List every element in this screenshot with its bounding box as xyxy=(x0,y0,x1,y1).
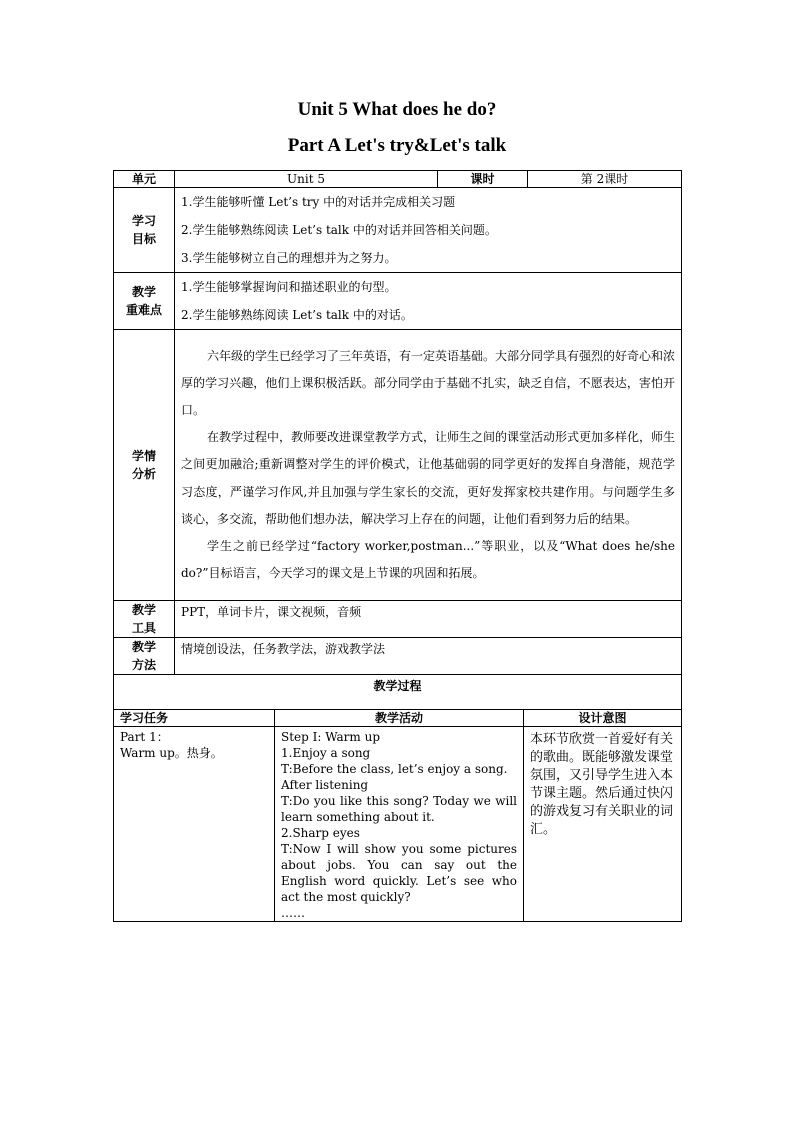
activity-line: T:Before the class, let’s enjoy a song. xyxy=(281,762,508,776)
goals-content xyxy=(175,188,682,273)
page-title: Unit 5 What does he do? xyxy=(297,99,497,120)
methods-row xyxy=(114,638,682,675)
lesson-value: 第 2课时 xyxy=(528,171,682,188)
unit-label: 单元 xyxy=(114,171,175,188)
activity-cell xyxy=(275,727,524,922)
activity-line: …… xyxy=(281,906,305,920)
analysis-label: 学情 分析 xyxy=(114,330,175,601)
analysis-paragraph: 在教学过程中，教师要改进课堂教学方式，让师生之间的课堂活动形式更加多样化，师生之间更加融洽;重新调整对学生的评价模式，让他基础弱的同学更好的发挥自身潜能，规范学习态度，严谨学习作风,并且加强与学生家长的交流，更好发挥家校共建作用。与问题学生多谈心，多交流，帮助他们想办法，解决学习上存在的问题，让他们看到努力后的结果。 xyxy=(181,430,676,526)
key-point-item: 1.学生能够掌握询问和描述职业的句型。 xyxy=(181,280,397,294)
goal-item: 1.学生能够听懂 Let’s try 中的对话并完成相关习题 xyxy=(181,195,456,209)
activity-line: 2.Sharp eyes xyxy=(281,826,360,840)
analysis-paragraph: 六年级的学生已经学习了三年英语，有一定英语基础。大部分同学具有强烈的好奇心和浓厚的学习兴趣，他们上课积极活跃。部分同学由于基础不扎实，缺乏自信，不愿表达，害怕开口。 xyxy=(181,348,676,417)
col-task-header: 学习任务 xyxy=(114,710,275,727)
activity-line: T:Do you like this song? Today we will learn something about it. xyxy=(281,794,517,824)
goal-item: 2.学生能够熟练阅读 Let’s talk 中的对话并回答相关问题。 xyxy=(181,223,497,237)
lesson-info-table xyxy=(113,170,682,710)
process-heading: 教学过程 xyxy=(114,675,682,710)
task-cell: Part 1： Warm up。热身。 xyxy=(114,727,275,922)
process-row xyxy=(114,727,682,922)
tools-row xyxy=(114,601,682,638)
analysis-row xyxy=(114,330,682,601)
goal-item: 3.学生能够树立自己的理想并为之努力。 xyxy=(181,251,397,265)
unit-value: Unit 5 xyxy=(175,171,438,188)
process-header-row xyxy=(114,710,682,727)
key-points-content xyxy=(175,273,682,330)
methods-label: 教学 方法 xyxy=(114,638,175,675)
methods-content: 情境创设法，任务教学法，游戏教学法 xyxy=(175,638,682,675)
tools-label: 教学 工具 xyxy=(114,601,175,638)
key-points-row xyxy=(114,273,682,330)
intent-cell: 本环节欣赏一首爱好有关的歌曲。既能够激发课堂氛围，又引导学生进入本节课主题。然后通过快闪的游戏复习有关职业的词汇。 xyxy=(524,727,682,922)
goals-label: 学习 目标 xyxy=(114,188,175,273)
col-activity-header: 教学活动 xyxy=(275,710,524,727)
analysis-paragraph: 学生之前已经学过“factory worker,postman...”等职业，以及“What does he/she do?”目标语言，今天学习的课文是上节课的巩固和拓展。 xyxy=(181,539,676,581)
key-points-label: 教学 重难点 xyxy=(114,273,175,330)
process-heading-row xyxy=(114,675,682,710)
activity-line: T:Now I will show you some pictures about jobs. You can say out the English word quickly. Let’s see who act the most quickly? xyxy=(281,842,517,904)
key-point-item: 2.学生能够熟练阅读 Let’s talk 中的对话。 xyxy=(181,308,413,322)
activity-line: 1.Enjoy a song xyxy=(281,746,371,760)
page-subtitle: Part A Let's try&Let's talk xyxy=(287,135,507,156)
process-table xyxy=(113,709,682,922)
analysis-content xyxy=(175,330,682,601)
tools-content: PPT，单词卡片，课文视频，音频 xyxy=(175,601,682,638)
goals-row xyxy=(114,188,682,273)
col-intent-header: 设计意图 xyxy=(524,710,682,727)
lesson-label: 课时 xyxy=(438,171,528,188)
activity-line: After listening xyxy=(281,778,369,792)
unit-row xyxy=(114,171,682,188)
activity-line: Step I: Warm up xyxy=(281,730,381,744)
